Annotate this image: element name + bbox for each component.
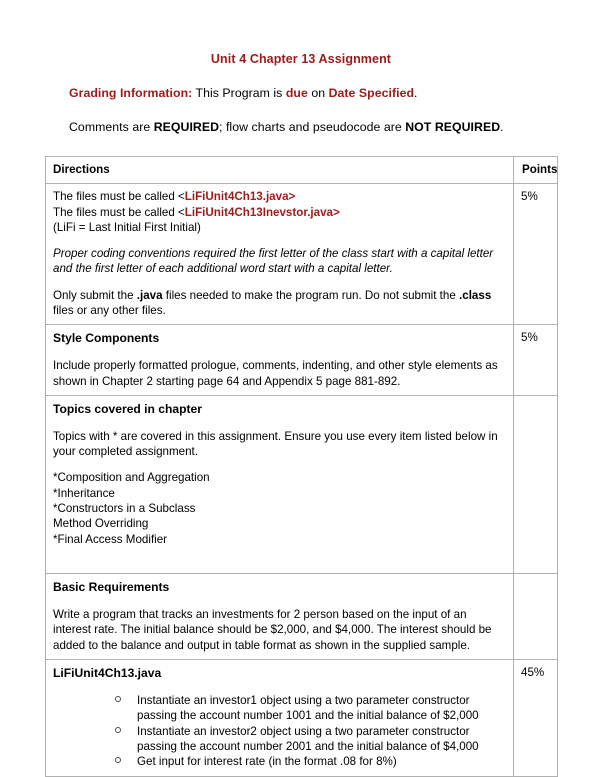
list-item xyxy=(115,724,506,755)
file-line-1-suffix: > xyxy=(288,190,296,204)
table-row xyxy=(46,659,558,776)
cell-file-naming-directions xyxy=(46,184,514,325)
file-name-line-2 xyxy=(53,205,506,220)
comments-text-2: ; flow charts and pseudocode are xyxy=(219,120,406,134)
comments-required: REQUIRED xyxy=(153,120,220,134)
list-item xyxy=(115,693,506,724)
section-heading-style-components: Style Components xyxy=(53,331,160,346)
topic-item: *Constructors in a Subclass xyxy=(53,502,196,516)
basic-requirements-body: Write a program that tracks an investments for 2 person based on the input of an interest rate. The initial balance should be $2,000, and $4,000. The interest should be added to the balance and output in table format as shown in the supplied sample. xyxy=(53,607,492,652)
section-heading-basic-requirements: Basic Requirements xyxy=(53,579,170,594)
comments-text-1: Comments are xyxy=(69,120,154,134)
table-row xyxy=(46,325,558,396)
grading-text-2: on xyxy=(307,86,329,100)
file-line-2-prefix: The files must be called < xyxy=(53,205,185,219)
cell-lifi-java-directions xyxy=(46,659,514,776)
comments-period: . xyxy=(500,120,504,134)
cell-style-components-points: 5% xyxy=(514,325,558,396)
spacer xyxy=(53,459,506,470)
file-line-2-filename: LiFiUnit4Ch13Inevstor.java xyxy=(184,205,333,219)
spacer xyxy=(53,418,506,429)
style-components-body: Include properly formatted prologue, comments, indenting, and other style elements as shown in Chapter 2 starting page 64 and Appendix 5 page 881-892. xyxy=(53,359,498,388)
topic-item: *Inheritance xyxy=(53,486,115,500)
grading-information-line xyxy=(45,66,557,100)
hollow-circle-bullet-icon xyxy=(115,757,121,763)
coding-conventions-note: Proper coding conventions required the first letter of the class start with a capital letter and the first letter of each additional word start with a capital letter. xyxy=(53,247,494,276)
grading-due: due xyxy=(285,86,308,100)
comments-requirement-line xyxy=(45,100,557,134)
directions-table xyxy=(45,156,558,777)
topic-item: Method Overriding xyxy=(53,517,149,531)
topic-item: *Composition and Aggregation xyxy=(53,471,210,485)
table-row xyxy=(46,395,558,573)
submit-text-1: Only submit the xyxy=(53,288,137,302)
submit-text-3: files or any other files. xyxy=(53,304,166,318)
cell-basic-requirements-points xyxy=(514,573,558,659)
cell-file-naming-points: 5% xyxy=(514,184,558,325)
hollow-circle-bullet-icon xyxy=(115,696,121,702)
topics-covered-body: Topics with * are covered in this assignment. Ensure you use every item listed below in your completed assignment. xyxy=(53,429,498,459)
cell-topics-covered-points xyxy=(514,395,558,573)
cell-style-components-directions xyxy=(46,325,514,396)
list-item xyxy=(115,754,506,769)
section-heading-lifi-java-file: LiFiUnit4Ch13.java xyxy=(53,665,162,680)
cell-basic-requirements-directions xyxy=(46,573,514,659)
topic-item: *Final Access Modifier xyxy=(53,532,168,546)
grading-label: Grading Information: xyxy=(69,86,193,100)
file-line-1-filename: LiFiUnit4Ch13.java xyxy=(184,190,289,204)
spacer xyxy=(53,235,506,246)
spacer xyxy=(53,596,506,607)
spacer xyxy=(53,347,506,358)
submit-java-ext: .java xyxy=(136,288,163,302)
spacer xyxy=(53,547,506,558)
grading-period: . xyxy=(414,86,418,100)
file-line-2-suffix: > xyxy=(333,205,340,219)
list-item-label: Instantiate an investor1 object using a two parameter constructor passing the account number 1001 and the initial balance of $2,000 xyxy=(137,693,479,723)
spacer xyxy=(53,682,506,693)
submit-class-ext: .class xyxy=(459,288,492,302)
requirements-list xyxy=(53,693,506,770)
table-header-row xyxy=(46,157,558,184)
spacer xyxy=(53,558,506,567)
list-item-label: Get input for interest rate (in the format .08 for 8%) xyxy=(137,755,397,769)
hollow-circle-bullet-icon xyxy=(115,727,121,733)
file-name-line-1 xyxy=(53,189,506,204)
page-title: Unit 4 Chapter 13 Assignment xyxy=(210,52,392,66)
lifi-legend: (LiFi = Last Initial First Initial) xyxy=(53,220,201,234)
table-row xyxy=(46,573,558,659)
submission-note xyxy=(53,288,506,319)
file-line-1-prefix: The files must be called < xyxy=(53,190,185,204)
grading-text-1: This Program is xyxy=(192,86,286,100)
cell-topics-covered-directions xyxy=(46,395,514,573)
document-header xyxy=(0,0,602,134)
grading-date: Date Specified xyxy=(328,86,415,100)
submit-text-2: files needed to make the program run. Do not submit the xyxy=(162,288,460,302)
list-item-label: Instantiate an investor2 object using a two parameter constructor passing the account number 2001 and the initial balance of $4,000 xyxy=(137,724,479,753)
cell-lifi-java-points: 45% xyxy=(514,659,558,776)
table-row xyxy=(46,184,558,325)
section-heading-topics-covered: Topics covered in chapter xyxy=(53,401,202,416)
column-header-directions: Directions xyxy=(46,157,514,184)
column-header-points: Points xyxy=(514,157,558,184)
comments-not-required: NOT REQUIRED xyxy=(405,120,501,134)
spacer xyxy=(53,277,506,288)
